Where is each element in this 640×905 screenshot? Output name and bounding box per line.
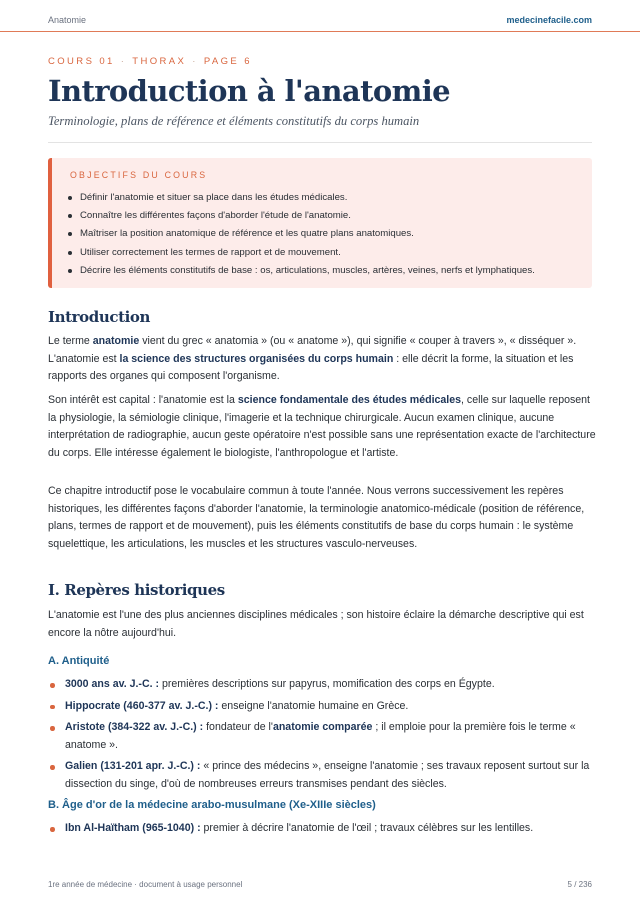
- list-item: Aristote (384-322 av. J.-C.) : fondateur de l'anatomie comparée ; il emploie pour la première fois le terme « anatome ».: [48, 719, 596, 754]
- section-heading-introduction: Introduction: [48, 308, 151, 326]
- golden-age-list: [48, 820, 596, 842]
- list-item: 3000 ans av. J.-C. : premières descriptions sur papyrus, momification des corps en Égypte.: [48, 676, 596, 694]
- objective-item: Décrire les éléments constitutifs de base : os, articulations, muscles, artères, veines, nerfs et lymphatiques.: [66, 262, 535, 280]
- antiquity-list: [48, 676, 596, 798]
- objectives-box: [48, 158, 592, 288]
- list-item: Ibn Al-Haïtham (965-1040) : premier à décrire l'anatomie de l'œil ; travaux célèbres sur les lentilles.: [48, 820, 596, 838]
- title-divider: [48, 142, 592, 143]
- course-eyebrow: [48, 56, 252, 67]
- objective-item: Utiliser correctement les termes de rapport et de mouvement.: [66, 244, 535, 262]
- objective-item: Connaître les différentes façons d'aborder l'étude de l'anatomie.: [66, 207, 535, 225]
- subsection-heading-antiquity: A. Antiquité: [48, 655, 110, 667]
- section-heading-history: I. Repères historiques: [48, 581, 225, 599]
- subsection-heading-arab-golden-age: B. Âge d'or de la médecine arabo-musulmane (Xe-XIIIe siècles): [48, 799, 376, 811]
- intro-paragraph-1: Le terme anatomie vient du grec « anatomia » (ou « anatome »), qui signifie « couper à travers », « disséquer ». L'anatomie est la science des structures organisées du corps humain : elle décrit la forme, la situation et les rapports des organes qui composent l'organisme.: [48, 335, 577, 383]
- eyebrow-page: PAGE 6: [203, 56, 252, 67]
- list-item: Galien (131-201 apr. J.-C.) : « prince des médecins », enseigne l'anatomie ; ses travaux reposent surtout sur la dissection du singe, d'où de nombreuses erreurs transmises pendant des siècles.: [48, 758, 596, 793]
- eyebrow-separator: ·: [192, 56, 198, 67]
- page-header: [0, 0, 640, 32]
- eyebrow-course: COURS 01: [48, 56, 115, 67]
- header-site-link[interactable]: medecinefacile.com: [506, 15, 592, 25]
- header-subject: Anatomie: [48, 15, 87, 25]
- objectives-list: [66, 189, 535, 280]
- intro-paragraph-2: Son intérêt est capital : l'anatomie est la science fondamentale des études médicales, celle sur laquelle reposent la physiologie, la sémiologie clinique, l'imagerie et la technique chirurgicale. Aucun examen clinique, aucune interprétation de radiographie, aucun geste opératoire n'est possible sans une représentation exacte de l'architecture du corps. Elle intéresse également le biologiste, l'anthropologue et l'artiste.: [48, 394, 596, 459]
- page-title: Introduction à l'anatomie: [48, 74, 450, 108]
- history-paragraph: L'anatomie est l'une des plus anciennes disciplines médicales ; son histoire éclaire la démarche descriptive qui est encore la nôtre aujourd'hui.: [48, 609, 584, 639]
- objective-item: Définir l'anatomie et situer sa place dans les études médicales.: [66, 189, 535, 207]
- list-item: Hippocrate (460-377 av. J.-C.) : enseigne l'anatomie humaine en Grèce.: [48, 698, 596, 716]
- page-number: 5 / 236: [567, 880, 592, 889]
- intro-paragraph-3: Ce chapitre introductif pose le vocabulaire commun à toute l'année. Nous verrons successivement les repères historiques, les différentes façons d'aborder l'anatomie, la terminologie anatomico-médicale (position de référence, plans, termes de rapport et de mouvement), puis les éléments constitutifs de base du corps humain : le système squelettique, les articulations, les muscles et les structures vasculo-nerveuses.: [48, 485, 585, 550]
- footer-note: 1re année de médecine · document à usage personnel: [48, 880, 243, 889]
- objectives-title: OBJECTIFS DU COURS: [70, 170, 208, 180]
- eyebrow-chapter: THORAX: [132, 56, 187, 67]
- eyebrow-separator: ·: [120, 56, 127, 67]
- page-subtitle: Terminologie, plans de référence et éléments constitutifs du corps humain: [48, 114, 420, 128]
- objective-item: Maîtriser la position anatomique de référence et les quatre plans anatomiques.: [66, 225, 535, 243]
